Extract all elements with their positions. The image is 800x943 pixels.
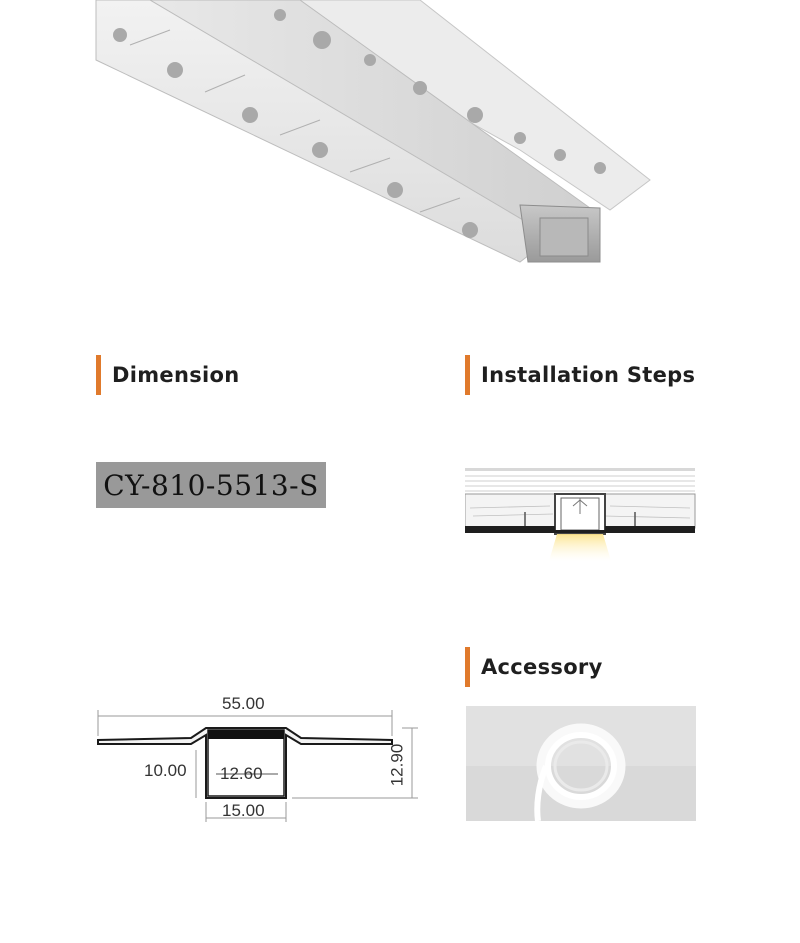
dim-outer-width: 15.00 xyxy=(222,801,265,820)
section-title: Installation Steps xyxy=(481,363,696,387)
model-number: CY-810-5513-S xyxy=(96,462,326,508)
dimension-heading xyxy=(96,355,239,395)
accessory-heading xyxy=(465,647,603,687)
installation-heading xyxy=(465,355,695,395)
product-render xyxy=(0,0,800,300)
dim-inner-width: 12.60 xyxy=(220,764,263,783)
installation-diagram xyxy=(465,468,697,563)
section-title: Accessory xyxy=(481,655,603,679)
dim-depth: 10.00 xyxy=(144,761,187,780)
accent-bar xyxy=(96,355,101,395)
section-title: Dimension xyxy=(112,363,240,387)
dim-width: 55.00 xyxy=(222,694,265,713)
accessory-image xyxy=(466,706,696,821)
dim-height: 12.90 xyxy=(387,743,407,787)
accent-bar xyxy=(465,647,470,687)
accent-bar xyxy=(465,355,470,395)
